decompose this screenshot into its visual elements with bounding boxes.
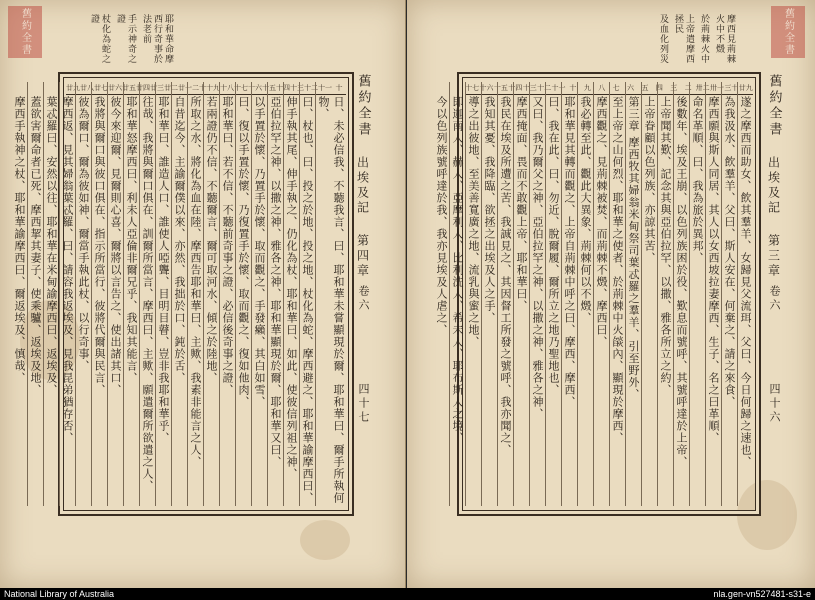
column-number: 十三 [290,84,304,92]
text-column: 為我汲水、飲羣羊、父曰、斯人安在、何棄之、請之來食、 [721,82,737,506]
text-column: 往哉、我將與爾口俱在、訓爾所當言、摩西曰、主歟、願遣爾所欲遣之人、 [139,82,155,506]
text-column: 亞伯拉罕之神、以撒之神、雅各之神、耶和華顯現於爾、耶和華又曰、 [267,82,283,506]
column-number: 七 [612,84,620,92]
text-frame [435,72,761,516]
column-number: 十一 [551,84,566,92]
text-column: 彼今來迎爾、見爾則心喜、爾將以言告之、使出諸其口、 [107,82,123,506]
text-column: 導之出彼地、至美善寬廣之地、流乳與蜜之地、 [465,82,481,506]
column-number: 廿六 [108,84,122,92]
text-column: 曰、我在此、曰、勿近、脫爾履、爾所立之地乃聖地也、 [545,82,561,506]
column-number: 六 [627,84,635,92]
column-number: 十七 [465,84,480,92]
column-number: 五 [641,84,649,92]
text-frame [13,72,354,516]
marginal-note: 摩西見荊棘火中不燬 [714,14,735,64]
text-column: 我將與爾口與彼口俱在、指示所當行、彼將代爾與民言、 [91,82,107,506]
column-number: 十 [335,84,343,92]
column-number: 廿八 [80,84,94,92]
text-column: 第三章 摩西牧其婦翁米甸祭司葉忒羅之羣羊、引至野外、 [625,82,641,506]
text-column: 今以色列族號呼達於我、我亦見埃及人虐之、 [435,96,448,336]
chapter-label: 第三章 [766,234,781,279]
text-column: 彼為爾口、爾為彼如神、爾當手執此杖、以行奇事、 [75,82,91,506]
chapter-label: 第四章 [355,234,370,279]
text-column: 耶和華怒摩西曰、利未人亞倫非爾兄乎、我知其能言、 [123,82,139,506]
column-number: 卅一 [709,84,724,92]
column-number: 十四 [276,84,290,92]
book-title: 舊約全書 [355,74,371,138]
text-column: 後數年、埃及王崩、以色列族困於役、歎息而號呼、其號呼達於上帝、 [673,82,689,506]
text-column: 摩西手執神之杖、耶和華諭摩西曰、爾返埃及、慎哉、 [13,96,26,384]
marginal-note: 上帝遣摩西拯民 [673,14,694,64]
column-number: 廿一 [178,84,192,92]
text-column: 耶和華曰、誰造人口、誰使人啞聾、目明目瞽、豈非我耶和華乎、 [155,82,171,506]
text-column: 即迦南人、赫人、亞摩利人、比利洗人、希未人、耶布斯人之境、 [449,82,465,506]
text-columns [435,82,753,506]
column-number: 三十 [724,84,739,92]
left-page [0,0,406,588]
library-stamp: 舊約全書 [771,6,805,58]
marginal-note: 杖化為蛇之證 [89,14,110,64]
column-number: 三 [670,84,678,92]
text-column: 至上帝之山何烈、耶和華之使者、於荊棘中火燄內、顯現於摩西、 [609,82,625,506]
column-number: 四 [655,84,663,92]
text-column: 上帝聞其歎、記念其與亞伯拉罕、以撒、雅各所立之約、 [657,82,673,506]
text-columns [13,82,346,506]
library-stamp: 舊約全書 [8,6,42,58]
right-page [407,0,815,588]
column-number: 十八 [220,84,234,92]
marginal-note: 及血化列災 [658,14,668,64]
column-number: 十六 [479,84,494,92]
footer-bar [0,588,815,600]
marginal-note: 於荊棘火中 [699,14,709,64]
column-number: 十二 [537,84,552,92]
column-number: 十五 [262,84,276,92]
text-column: 摩西觀之、見荊棘被焚、而荊棘不燬、摩西曰、 [593,82,609,506]
text-column: 我必轉至此、觀此大異象、荊棘何以不燬、 [577,82,593,506]
text-column: 又曰、我乃爾父之神、亞伯拉罕之神、以撒之神、雅各之神、 [529,82,545,506]
text-column: 上帝眷顧以色列族、亦諒其苦、 [641,82,657,506]
book-title: 舊約全書 [766,74,782,138]
text-column: 耶和華曰、若不信、不聽前奇事之證、必信後奇事之證、 [219,82,235,506]
column-number: 十一 [318,84,332,92]
text-column: 曰、復以手置於懷、乃復置手於懷、取而觀之、復如他肉、 [235,82,251,506]
book-name: 出埃及記 [766,156,781,216]
text-column: 摩西願與斯人同居、其人以女西坡拉妻摩西、生子、名之曰革順、 [705,82,721,506]
text-column: 命名革順、曰、我為旅於異邦、 [689,82,705,506]
text-column: 以手置於懷、乃置手於懷、取而觀之、手發癩、其白如雪、 [251,82,267,506]
footer-identifier: nla.gen-vn527481-s31-e [713,589,811,599]
page-number: 四十六 [768,383,781,425]
text-column: 我民在埃及所遭之苦、我誠見之、其因督工所發之號呼、我亦聞之、 [497,82,513,506]
column-number: 十三 [522,84,537,92]
column-number: 卅二 [695,84,710,92]
volume-label: 卷六 [357,285,370,313]
marginal-note: 耶和華命摩西行奇事於法老前 [141,14,173,64]
text-column: 自昔迄今、主諭爾僕以來、亦然、我拙於口、鈍於舌、 [171,82,187,506]
marginal-note: 手示神奇之證 [115,14,136,64]
column-number: 廿九 [66,84,80,92]
column-number: 十四 [508,84,523,92]
column-number: 十 [569,84,577,92]
volume-label: 卷六 [768,285,781,313]
text-column: 日、未必信我、不聽我言、曰、耶和華未嘗顯現於爾、耶和華曰、爾手所執何物、 [315,82,346,506]
column-number: 廿三 [150,84,164,92]
marginal-notes [88,14,173,70]
column-number: 廿二 [164,84,178,92]
text-column: 伸手執其尾、伸手執之、仍化為杖、耶和華曰、如此、使彼信列祖之神、 [283,82,299,506]
column-number: 十六 [248,84,262,92]
running-header [352,72,374,512]
book-name: 出埃及記 [355,156,370,216]
text-column: 摩西返、見其婦翁葉忒羅、曰、請容我返埃及、見我昆弟猶存否、 [59,82,75,506]
text-column: 所取之水、將化為血在陸、摩西告耶和華曰、主歟、我素非能言之人、 [187,82,203,506]
text-column: 摩西掩面、畏而不敢觀上帝、耶和華曰、 [513,82,529,506]
text-column: 葉忒羅曰、安然以往、耶和華在米甸諭摩西曰、返埃及、 [43,82,59,506]
text-column: 我知其憂、我降臨、欲拯之出埃及人之手、 [481,82,497,506]
column-number: 二 [684,84,692,92]
column-number: 廿五 [122,84,136,92]
text-column: 耶和華見其轉而觀之、上帝自荊棘中呼之曰、摩西、摩西、 [561,82,577,506]
column-number: 九 [583,84,591,92]
column-number: 十七 [234,84,248,92]
marginal-notes [657,14,735,70]
column-number: 八 [598,84,606,92]
column-number: 二十 [192,84,206,92]
footer-credit: National Library of Australia [4,589,115,599]
text-column: 曰、杖也、曰、投之於地、投之地、杖化為蛇、摩西避之、耶和華諭摩西曰、 [299,82,315,506]
column-number: 十二 [304,84,318,92]
column-number: 廿七 [94,84,108,92]
text-column: 蓋欲害爾命者已死、摩西挈其妻子、使乘驢、返埃及地、 [27,82,43,506]
text-column: 若兩證仍不信、不聽爾言、爾可取河水、傾之於陸地、 [203,82,219,506]
column-number: 廿四 [136,84,150,92]
column-number: 十五 [493,84,508,92]
column-number: 十九 [206,84,220,92]
column-number: 廿九 [738,84,753,92]
running-header [763,72,785,512]
page-number: 四十七 [357,383,370,425]
text-column: 遂之摩西而助女、飲其羣羊、女歸見父流珥、父曰、今日何歸之速也、 [737,82,753,506]
